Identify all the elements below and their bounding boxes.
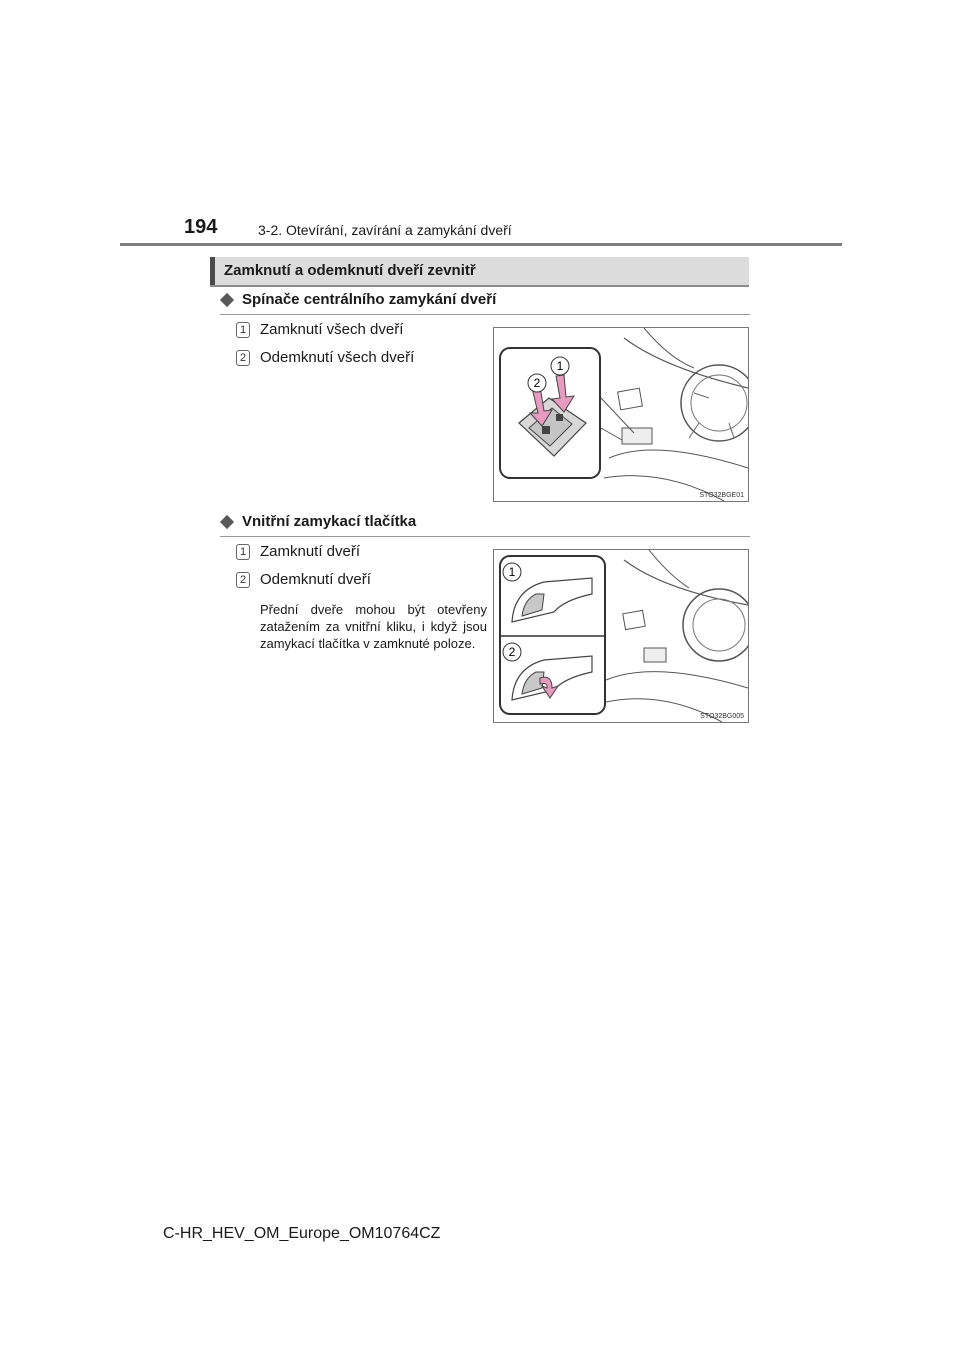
section-accent <box>210 257 215 285</box>
diamond-bullet-icon <box>220 292 234 306</box>
item-number-badge: 1 <box>236 544 250 560</box>
page-number: 194 <box>184 216 218 238</box>
chapter-title: 3-2. Otevírání, zavírání a zamykání dveří <box>258 222 512 238</box>
note-paragraph: Přední dveře mohou být otevřeny zatažením za vnitřní kliku, i když jsou zamykací tlačítka v zamknuté poloze. <box>260 602 487 651</box>
callout-2: 2 <box>533 376 541 390</box>
item-text: Odemknutí všech dveří <box>260 349 415 366</box>
subheading-inside-lock <box>220 513 416 530</box>
list-item <box>236 543 360 560</box>
item-text: Odemknutí dveří <box>260 571 371 588</box>
inside-lock-illustration <box>494 550 748 722</box>
figure-code: STO32BG005 <box>700 713 744 720</box>
header-divider <box>120 243 842 246</box>
list-item <box>236 571 371 588</box>
item-text: Zamknutí všech dveří <box>260 321 404 338</box>
item-text: Zamknutí dveří <box>260 543 361 560</box>
callout-1: 1 <box>508 565 516 579</box>
item-number-badge: 2 <box>236 572 250 588</box>
diamond-bullet-icon <box>220 514 234 528</box>
section-header <box>210 257 749 287</box>
list-item <box>236 321 403 338</box>
item-number-badge: 1 <box>236 322 250 338</box>
subheading-text: Spínače centrálního zamykání dveří <box>242 291 497 308</box>
figure-code: STO32BGE01 <box>699 492 744 499</box>
subheading-divider <box>220 314 750 315</box>
subheading-central-lock <box>220 291 496 308</box>
subheading-divider <box>220 536 750 537</box>
list-item <box>236 349 414 366</box>
section-title: Zamknutí a odemknutí dveří zevnitř <box>224 262 476 279</box>
figure-inside-lock-button <box>493 549 749 723</box>
callout-1: 1 <box>556 359 564 373</box>
subheading-text: Vnitřní zamykací tlačítka <box>242 513 417 530</box>
figure-central-lock-switch <box>493 327 749 502</box>
callout-2: 2 <box>508 645 516 659</box>
central-lock-illustration <box>494 328 748 501</box>
document-code: C-HR_HEV_OM_Europe_OM10764CZ <box>163 1225 441 1242</box>
item-number-badge: 2 <box>236 350 250 366</box>
